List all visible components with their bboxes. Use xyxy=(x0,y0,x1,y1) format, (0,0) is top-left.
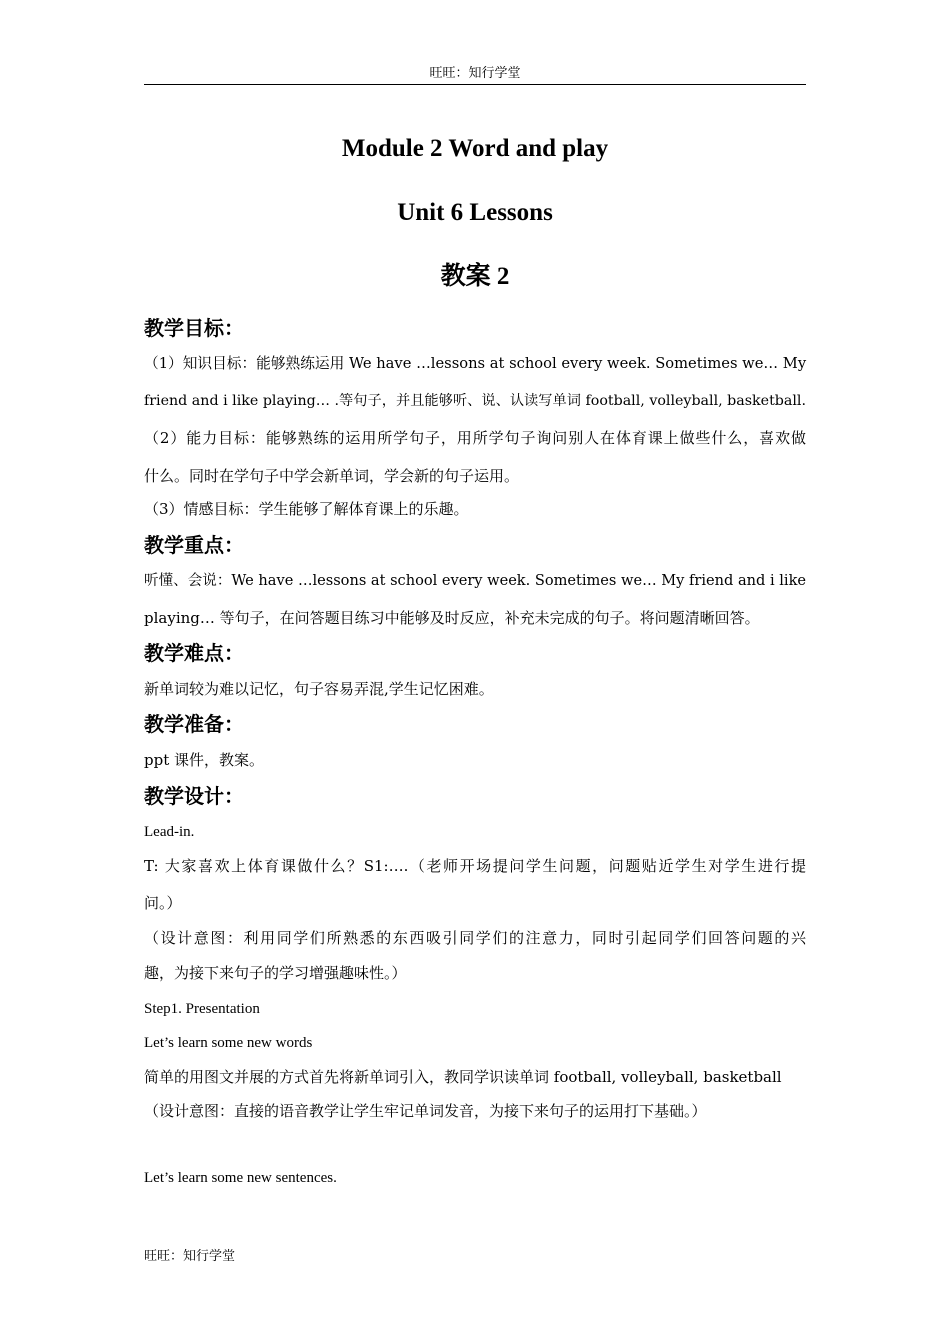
words-description: 简单的用图文并展的方式首先将新单词引入，教同学识读单词 football, volleyball, basketball xyxy=(144,1068,782,1086)
key-points-line: 听懂、会说：We have …lessons at school every week. Sometimes we… My friend and i like xyxy=(144,572,806,589)
teacher-question-line: T: 大家喜欢上体育课做什么？S1:….（老师开场提问学生问题，问题贴近学生对学生进行提 xyxy=(144,857,806,875)
learn-sentences-label: Let’s learn some new sentences. xyxy=(144,1170,337,1186)
learn-words-label: Let’s learn some new words xyxy=(144,1035,313,1051)
lesson-plan-title: 教案 2 xyxy=(440,263,510,290)
objective-ability-line-2: 什么。同时在学句子中学会新单词，学会新的句子运用。 xyxy=(144,467,520,485)
key-points-line-2: playing… 等句子，在问答题目练习中能够及时反应，补充未完成的句子。将问题清晰回答。 xyxy=(144,609,760,627)
objective-emotion-line: （3）情感目标：学生能够了解体育课上的乐趣。 xyxy=(144,500,469,518)
objective-ability-line: （2）能力目标：能够熟练的运用所学句子，用所学句子询问别人在体育课上做些什么，喜欢做 xyxy=(144,429,806,447)
preparation-heading: 教学准备： xyxy=(144,712,244,736)
difficulties-line: 新单词较为难以记忆，句子容易弄混,学生记忆困难。 xyxy=(144,680,494,698)
unit-title: Unit 6 Lessons xyxy=(397,199,553,226)
design-intent-1: （设计意图：利用同学们所熟悉的东西吸引同学们的注意力，同时引起同学们回答问题的兴 xyxy=(144,929,806,947)
design-heading: 教学设计： xyxy=(144,784,244,808)
module-title: Module 2 Word and play xyxy=(341,135,609,162)
header-divider xyxy=(144,84,806,85)
design-intent-2: （设计意图：直接的语音教学让学生牢记单词发音，为接下来句子的运用打下基础。） xyxy=(144,1102,707,1120)
objectives-heading: 教学目标： xyxy=(144,316,244,340)
preparation-line: ppt 课件，教案。 xyxy=(144,751,265,769)
page-footer: 旺旺：知行学堂 xyxy=(144,1249,236,1264)
design-intent-1-line-2: 趣，为接下来句子的学习增强趣味性。） xyxy=(144,964,407,982)
step1-label: Step1. Presentation xyxy=(144,1001,260,1017)
teacher-question-line-2: 问。） xyxy=(144,894,182,912)
key-points-heading: 教学重点： xyxy=(144,533,244,557)
page-header: 旺旺：知行学堂 xyxy=(429,66,521,81)
objective-knowledge-line-2: friend and i like playing… .等句子，并且能够听、说、认读写单词 football, volleyball, basketball. xyxy=(144,393,806,409)
lead-in-label: Lead-in. xyxy=(144,824,195,840)
objective-knowledge-line: （1）知识目标：能够熟练运用 We have …lessons at school every week. Sometimes we… My xyxy=(144,355,807,372)
difficulties-heading: 教学难点： xyxy=(144,641,244,665)
